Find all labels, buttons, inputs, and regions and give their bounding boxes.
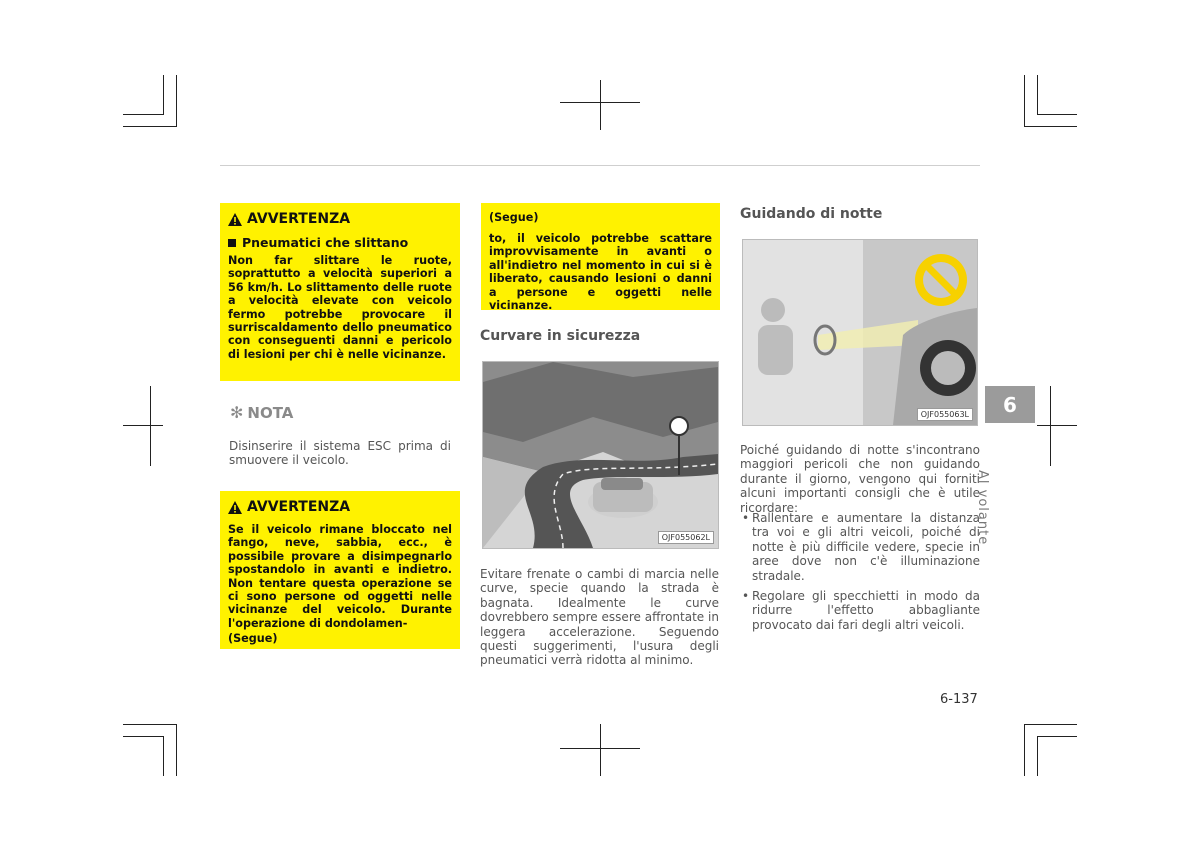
- chapter-name: Al volante: [975, 470, 990, 546]
- section-heading-night: Guidando di notte: [740, 206, 883, 222]
- list-item: • Regolare gli specchietti in modo da ridurre l'effetto abbagliante provocato dai fari degli altri veicoli.: [740, 589, 980, 632]
- crop-mark: [560, 748, 640, 749]
- warning-title: AVVERTENZA: [247, 211, 351, 227]
- crop-mark: [1037, 736, 1038, 776]
- nota-heading: [230, 403, 293, 422]
- asterisk-icon: ✻: [230, 403, 244, 422]
- crop-mark: [163, 75, 164, 115]
- crop-mark: [600, 724, 601, 776]
- section-heading-curves: Curvare in sicurezza: [480, 328, 641, 344]
- square-bullet-icon: [228, 239, 236, 247]
- crop-mark: [1037, 736, 1077, 737]
- crop-mark: [123, 425, 163, 426]
- crop-mark: [560, 102, 640, 103]
- warning-body: to, il veicolo potrebbe scattare improvvisamente in avanti o all'indietro nel momento in cui si è liberato, causando lesioni o danni a persone e oggetti nelle vicinanze.: [489, 232, 712, 313]
- crop-mark: [123, 114, 163, 115]
- warning-box-stuck-vehicle: [220, 491, 460, 649]
- curve-road-illustration: [483, 362, 718, 548]
- warning-triangle-icon: [228, 213, 242, 226]
- night-driving-illustration: [743, 240, 977, 425]
- night-intro: Poiché guidando di notte s'incontrano maggiori pericoli che non guidando durante il giorno, vengono qui forniti alcuni importanti consigli che è utile ricordare:: [740, 443, 980, 515]
- warning-body: Non far slittare le ruote, soprattutto a velocità superiori a 56 km/h. Lo slittamento delle ruote a velocità elevate con veicolo fermo potrebbe provocare il surriscaldamento dello pneumatico con conseguenti danni e pericolo di lesioni per chi è nelle vicinanze.: [228, 254, 452, 361]
- crop-mark: [1024, 724, 1025, 776]
- figure-code: OJF055063L: [917, 408, 973, 421]
- continued-label: (Segue): [228, 632, 278, 646]
- crop-mark: [176, 724, 177, 776]
- crop-mark: [1037, 114, 1077, 115]
- crop-mark: [163, 736, 164, 776]
- crop-mark: [1024, 75, 1025, 127]
- crop-mark: [1024, 724, 1077, 725]
- nota-body: Disinserire il sistema ESC prima di smuovere il veicolo.: [229, 439, 451, 468]
- nota-title: NOTA: [247, 403, 294, 422]
- figure-night-driving: [742, 239, 978, 426]
- crop-mark: [1050, 386, 1051, 466]
- warning-body: Se il veicolo rimane bloccato nel fango, neve, sabbia, ecc., è possibile provare a disimpegnarlo spostandolo in avanti e indietro. Non tentare questa operazione se ci sono persone od oggetti nelle vicinanze del veicolo. Durante l'operazione di dondolamen-: [228, 523, 452, 630]
- crop-mark: [150, 386, 151, 466]
- chapter-tab: 6: [985, 386, 1035, 423]
- header-rule: [220, 165, 980, 166]
- crop-mark: [123, 126, 176, 127]
- curve-body: Evitare frenate o cambi di marcia nelle curve, specie quando la strada è bagnata. Idealmente le curve dovrebbero sempre essere affrontate in leggera accelerazione. Seguendo questi suggerimenti, l'usura degli pneumatici verrà ridotta al minimo.: [480, 567, 719, 668]
- warning-title: AVVERTENZA: [247, 499, 351, 515]
- crop-mark: [123, 724, 176, 725]
- warning-subtitle: Pneumatici che slittano: [242, 235, 409, 250]
- figure-curve-road: [482, 361, 719, 549]
- continued-label: (Segue): [489, 211, 539, 224]
- warning-triangle-icon: [228, 501, 242, 514]
- figure-code: OJF055062L: [658, 531, 714, 544]
- list-item: • Rallentare e aumentare la distanza tra voi e gli altri veicoli, poiché di notte è più difficile vedere, specie in aree dove non c'è illuminazione stradale.: [740, 511, 980, 583]
- crop-mark: [1037, 425, 1077, 426]
- crop-mark: [1037, 75, 1038, 115]
- night-bullet-list: [740, 511, 980, 632]
- crop-mark: [1024, 126, 1077, 127]
- page-number: 6-137: [940, 692, 978, 707]
- warning-box-tire-slip: [220, 203, 460, 381]
- crop-mark: [600, 80, 601, 130]
- warning-box-continued: [481, 203, 720, 313]
- crop-mark: [176, 75, 177, 127]
- crop-mark: [123, 736, 163, 737]
